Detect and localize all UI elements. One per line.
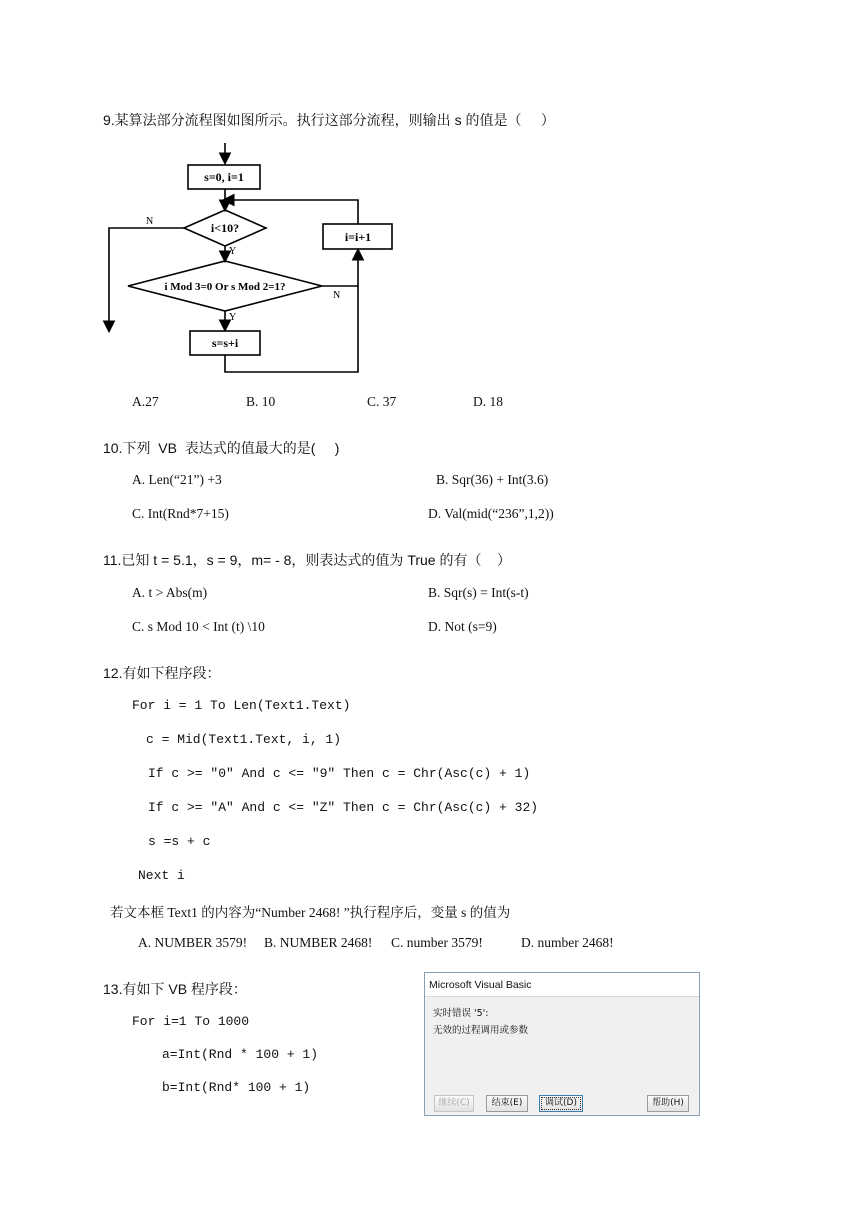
- q10-option-b: B. Sqr(36) + Int(3.6): [436, 472, 549, 487]
- q11-option-c: C. s Mod 10 < Int (t) \10: [132, 619, 265, 634]
- q12-question: 若文本框 Text1 的内容为“Number 2468! ”执行程序后，变量 s 的值为: [110, 905, 511, 920]
- end-button[interactable]: 结束(E): [486, 1095, 528, 1112]
- q9-option-d: D. 18: [473, 394, 503, 409]
- debug-button[interactable]: 调试(D): [539, 1095, 583, 1112]
- q13-code-line: a=Int(Rnd * 100 + 1): [162, 1047, 319, 1062]
- cond2-no-label: N: [333, 290, 341, 301]
- q9-option-b: B. 10: [246, 394, 276, 409]
- cond1-yes-label: Y: [229, 246, 237, 257]
- cond2-text: i Mod 3=0 Or s Mod 2=1?: [164, 281, 286, 293]
- q10-option-c: C. Int(Rnd*7+15): [132, 506, 229, 521]
- q11-stem: 11.已知 t = 5.1，s = 9，m= - 8，则表达式的值为 True 的有（ ）: [103, 552, 512, 568]
- q11-option-d: D. Not (s=9): [428, 619, 497, 634]
- q12-option-d: D. number 2468!: [521, 935, 614, 950]
- cond2-no-arrow: [322, 251, 358, 286]
- q12-code-line: If c >= "0" And c <= "9" Then c = Chr(Asc(c) + 1): [148, 766, 531, 781]
- q12-code-line: For i = 1 To Len(Text1.Text): [132, 698, 351, 713]
- q13-code-line: For i=1 To 1000: [132, 1014, 250, 1029]
- inc-text: i=i+1: [344, 230, 372, 244]
- q12-stem: 12.有如下程序段：: [103, 665, 221, 681]
- q9-option-a: A.27: [132, 394, 159, 409]
- q11-option-b: B. Sqr(s) = Int(s-t): [428, 585, 529, 600]
- q12-option-a: A. NUMBER 3579!: [138, 935, 248, 950]
- continue-button[interactable]: 继续(C): [434, 1095, 474, 1112]
- q12-option-c: C. number 3579!: [391, 935, 483, 950]
- q9-flowchart: [100, 140, 410, 385]
- help-button[interactable]: 帮助(H): [647, 1095, 689, 1112]
- q13-stem: 13.有如下 VB 程序段：: [103, 981, 247, 997]
- q10-option-a: A. Len(“21”) +3: [132, 472, 222, 487]
- loop-arrow: [225, 200, 358, 224]
- q12-code-line: If c >= "A" And c <= "Z" Then c = Chr(Asc(c) + 32): [148, 800, 539, 815]
- cond1-text: i<10?: [210, 221, 240, 235]
- q13-code-line: b=Int(Rnd* 100 + 1): [162, 1080, 311, 1095]
- q10-stem: 10.下列 VB 表达式的值最大的是( ): [103, 440, 340, 456]
- q12-code-line: c = Mid(Text1.Text, i, 1): [146, 732, 342, 747]
- q9-stem: 9.某算法部分流程图如图所示。执行这部分流程，则输出 s 的值是（ ）: [103, 112, 555, 128]
- vb-error-dialog: [424, 972, 700, 1116]
- cond1-no-arrow: [109, 228, 184, 330]
- body-text: s=s+i: [211, 336, 239, 350]
- dialog-title: Microsoft Visual Basic: [425, 973, 699, 997]
- q11-option-a: A. t > Abs(m): [132, 585, 208, 600]
- dialog-error-line: 实时错误 '5':: [433, 1008, 489, 1019]
- cond2-yes-label: Y: [229, 312, 237, 323]
- init-text: s=0, i=1: [204, 170, 244, 184]
- q12-option-b: B. NUMBER 2468!: [264, 935, 373, 950]
- dialog-message: 无效的过程调用或参数: [433, 1025, 529, 1036]
- q12-code-line: s =s + c: [148, 834, 211, 849]
- q12-code-line: Next i: [138, 868, 185, 883]
- q10-option-d: D. Val(mid(“236”,1,2)): [428, 506, 554, 521]
- cond1-no-label: N: [146, 216, 154, 227]
- q9-option-c: C. 37: [367, 394, 397, 409]
